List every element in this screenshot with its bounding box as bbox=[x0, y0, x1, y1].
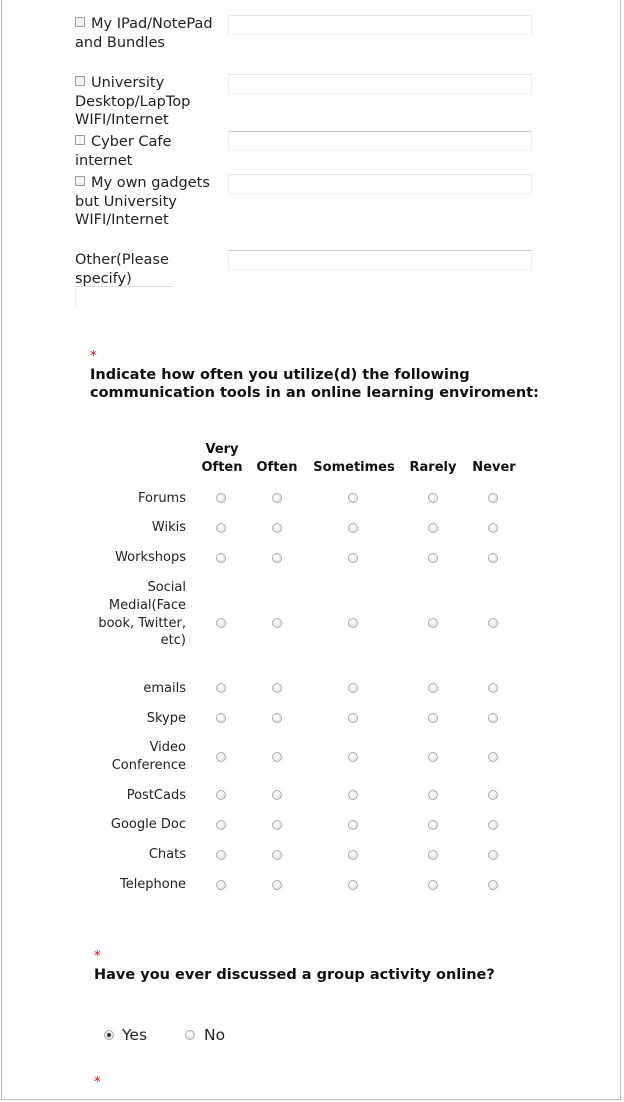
frequency-radio[interactable] bbox=[488, 850, 498, 860]
frequency-radio[interactable] bbox=[488, 713, 498, 723]
cyber-cafe-checkbox[interactable] bbox=[75, 135, 85, 145]
frequency-radio[interactable] bbox=[428, 523, 438, 533]
own-gadgets-checkbox[interactable] bbox=[75, 176, 85, 186]
required-marker: * bbox=[94, 1075, 101, 1090]
column-header-sometimes: Sometimes bbox=[313, 460, 395, 475]
matrix-row-label: emails bbox=[143, 681, 186, 696]
other-specify-input[interactable] bbox=[228, 250, 532, 270]
column-header-very-often bbox=[196, 441, 248, 477]
frequency-radio[interactable] bbox=[216, 523, 226, 533]
access-option-ipad[interactable] bbox=[75, 15, 225, 52]
matrix-row-label: PostCads bbox=[126, 788, 186, 803]
access-option-other-label: Other(Please specify) bbox=[75, 252, 169, 287]
frequency-radio[interactable] bbox=[272, 880, 282, 890]
frequency-radio[interactable] bbox=[348, 523, 358, 533]
frequency-radio[interactable] bbox=[216, 752, 226, 762]
ipad-comment-input[interactable] bbox=[228, 15, 532, 35]
frequency-radio[interactable] bbox=[348, 713, 358, 723]
frequency-radio[interactable] bbox=[216, 618, 226, 628]
ipad-checkbox[interactable] bbox=[75, 17, 85, 27]
frequency-radio[interactable] bbox=[272, 713, 282, 723]
column-header-never: Never bbox=[472, 460, 516, 475]
tools-question-title bbox=[90, 366, 539, 402]
university-comment-input[interactable] bbox=[228, 74, 532, 94]
cyber-cafe-comment-input[interactable] bbox=[228, 131, 532, 151]
frequency-radio[interactable] bbox=[488, 752, 498, 762]
frequency-radio[interactable] bbox=[272, 553, 282, 563]
frequency-radio[interactable] bbox=[348, 683, 358, 693]
matrix-row-label: Forums bbox=[138, 491, 186, 506]
frequency-radio[interactable] bbox=[348, 880, 358, 890]
frequency-radio[interactable] bbox=[428, 683, 438, 693]
matrix-row-label: Google Doc bbox=[110, 817, 186, 832]
university-checkbox[interactable] bbox=[75, 76, 85, 86]
matrix-row-label: Workshops bbox=[115, 550, 186, 565]
matrix-row-label: Chats bbox=[148, 847, 186, 862]
access-option-label: University Desktop/LapTop WIFI/Internet bbox=[75, 75, 191, 128]
frequency-radio[interactable] bbox=[428, 820, 438, 830]
frequency-radio[interactable] bbox=[488, 880, 498, 890]
yes-radio[interactable] bbox=[104, 1030, 114, 1040]
frequency-radio[interactable] bbox=[428, 553, 438, 563]
frequency-radio[interactable] bbox=[272, 683, 282, 693]
access-option-label: My IPad/NotePad and Bundles bbox=[75, 16, 213, 51]
matrix-row-label: Wikis bbox=[151, 520, 186, 535]
matrix-row-label: Video Conference bbox=[111, 740, 186, 773]
frequency-radio[interactable] bbox=[428, 880, 438, 890]
column-header-often: Often bbox=[256, 460, 298, 475]
frequency-radio[interactable] bbox=[216, 713, 226, 723]
frequency-radio[interactable] bbox=[216, 850, 226, 860]
access-option-university[interactable] bbox=[75, 74, 225, 130]
matrix-row-label: Skype bbox=[146, 711, 186, 726]
tools-question-title-line: communication tools in an online learning enviroment: bbox=[90, 385, 539, 401]
tools-question-title-line: Indicate how often you utilize(d) the following bbox=[90, 367, 470, 383]
frequency-radio[interactable] bbox=[348, 752, 358, 762]
frequency-radio[interactable] bbox=[428, 850, 438, 860]
other-input-edge bbox=[75, 287, 76, 307]
required-marker: * bbox=[90, 349, 97, 364]
own-gadgets-comment-input[interactable] bbox=[228, 174, 532, 194]
access-option-label: Cyber Cafe internet bbox=[75, 134, 172, 169]
frequency-radio[interactable] bbox=[428, 493, 438, 503]
frequency-radio[interactable] bbox=[272, 523, 282, 533]
frequency-radio[interactable] bbox=[348, 618, 358, 628]
frequency-radio[interactable] bbox=[488, 683, 498, 693]
required-marker: * bbox=[94, 949, 101, 964]
group-question-title: Have you ever discussed a group activity online? bbox=[94, 967, 495, 983]
yes-label[interactable]: Yes bbox=[122, 1026, 148, 1044]
frequency-radio[interactable] bbox=[216, 880, 226, 890]
access-option-cyber-cafe[interactable] bbox=[75, 133, 225, 170]
matrix-row-label: Telephone bbox=[119, 877, 186, 892]
column-header-line: Often bbox=[201, 460, 243, 475]
frequency-radio[interactable] bbox=[428, 790, 438, 800]
frequency-radio[interactable] bbox=[272, 752, 282, 762]
frequency-radio[interactable] bbox=[272, 618, 282, 628]
frequency-radio[interactable] bbox=[348, 820, 358, 830]
frequency-radio[interactable] bbox=[348, 493, 358, 503]
access-option-own-gadgets[interactable] bbox=[75, 174, 225, 230]
column-header-rarely: Rarely bbox=[409, 460, 457, 475]
frequency-radio[interactable] bbox=[428, 618, 438, 628]
frequency-radio[interactable] bbox=[216, 790, 226, 800]
frequency-radio[interactable] bbox=[348, 850, 358, 860]
frequency-radio[interactable] bbox=[488, 790, 498, 800]
frequency-radio[interactable] bbox=[216, 820, 226, 830]
no-label[interactable]: No bbox=[204, 1026, 226, 1044]
frequency-radio[interactable] bbox=[488, 493, 498, 503]
frequency-radio[interactable] bbox=[216, 493, 226, 503]
frequency-radio[interactable] bbox=[428, 713, 438, 723]
frequency-radio[interactable] bbox=[216, 683, 226, 693]
frequency-radio[interactable] bbox=[348, 553, 358, 563]
frequency-radio[interactable] bbox=[488, 820, 498, 830]
frequency-radio[interactable] bbox=[272, 820, 282, 830]
matrix-row-label: Social Medial(Face book, Twitter, etc) bbox=[98, 580, 186, 649]
frequency-radio[interactable] bbox=[272, 493, 282, 503]
frequency-radio[interactable] bbox=[272, 850, 282, 860]
frequency-radio[interactable] bbox=[488, 523, 498, 533]
column-header-line: Very bbox=[205, 442, 239, 457]
frequency-radio[interactable] bbox=[216, 553, 226, 563]
frequency-radio[interactable] bbox=[488, 553, 498, 563]
no-radio[interactable] bbox=[185, 1030, 195, 1040]
other-input-underline bbox=[75, 286, 173, 287]
frequency-radio[interactable] bbox=[428, 752, 438, 762]
access-option-label: My own gadgets but University WIFI/Internet bbox=[75, 175, 210, 228]
frequency-radio[interactable] bbox=[488, 618, 498, 628]
frequency-radio[interactable] bbox=[348, 790, 358, 800]
frequency-radio[interactable] bbox=[272, 790, 282, 800]
